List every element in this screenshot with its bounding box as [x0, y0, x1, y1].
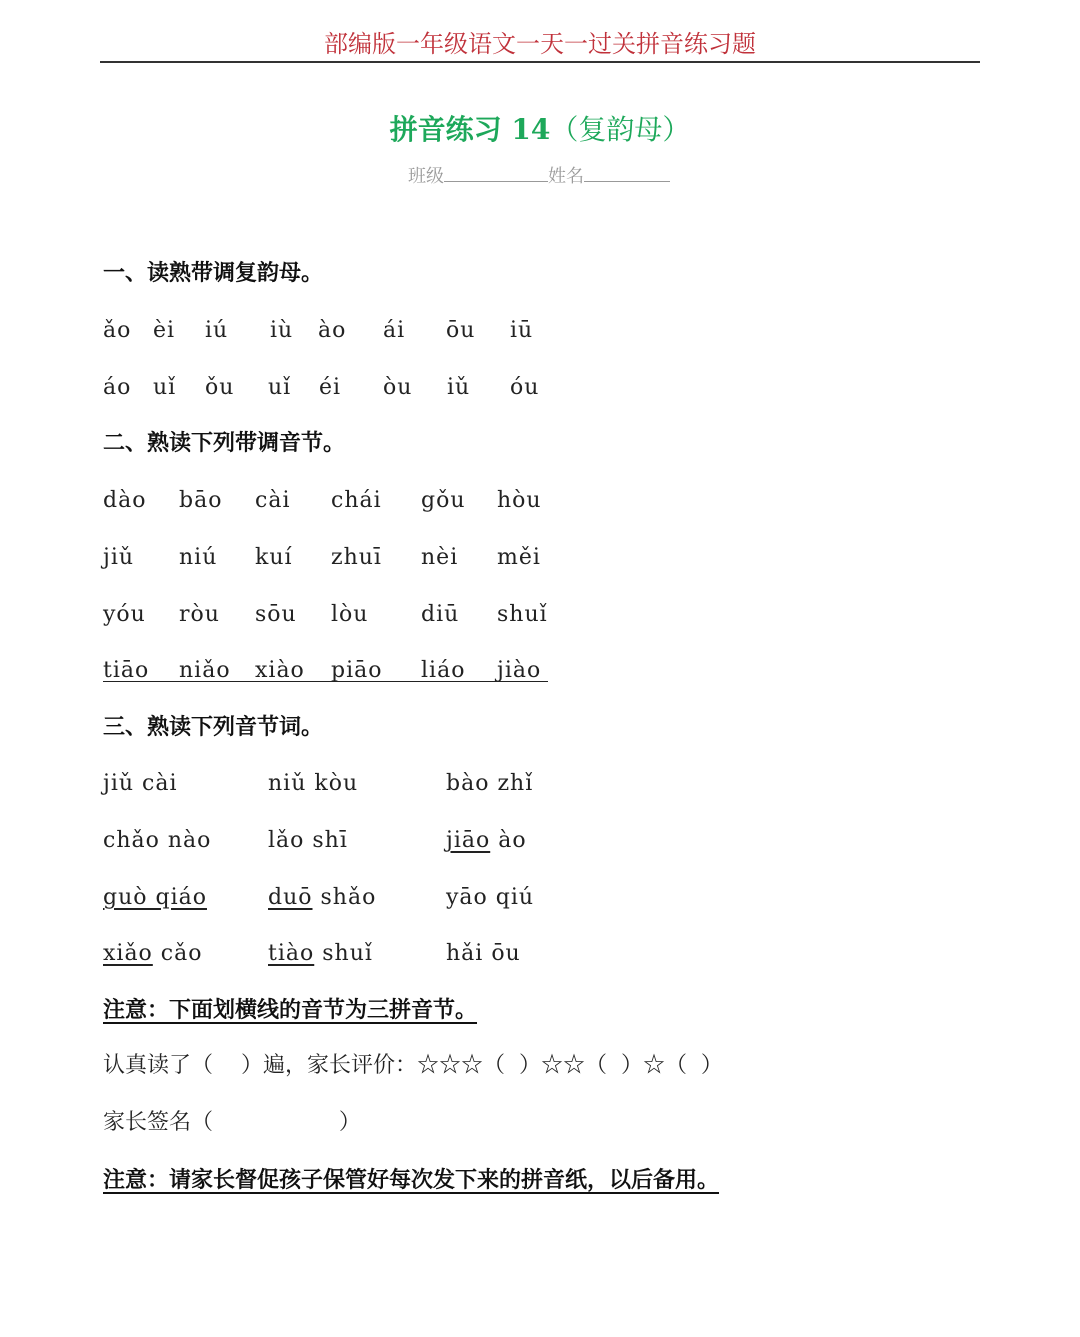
s2-r3-item: shuǐ: [497, 602, 548, 627]
s2-r1-item: hòu: [497, 488, 542, 513]
s2-r3-item: diū: [421, 602, 460, 627]
s3-underlined-syllable: duō: [268, 885, 313, 910]
s1-r1-item: ái: [383, 318, 406, 343]
class-label: 班级: [408, 166, 444, 187]
s2-r2-item: zhuī: [331, 545, 382, 570]
s1-r2-item: ǒu: [205, 375, 235, 400]
s1-r2-item: óu: [510, 375, 540, 400]
s3-word: [103, 940, 203, 968]
s2-r1-item: cài: [255, 488, 291, 513]
note-triple-syllable: 注意：下面划横线的音节为三拼音节。: [103, 997, 478, 1023]
student-info: [408, 163, 670, 189]
s1-r1-item: iù: [270, 318, 294, 343]
s2-r1-item: bāo: [179, 488, 223, 513]
s3-underlined-syllable: tiào: [268, 941, 315, 966]
parent-signature-line: 家长签名（ ）: [103, 1110, 361, 1135]
section2-heading: 二、熟读下列带调音节。: [103, 430, 346, 456]
s1-r1-item: èi: [153, 318, 176, 343]
worksheet-title: [0, 110, 1080, 150]
s2-r1-item: dào: [103, 488, 147, 513]
s2-r2-item: jiǔ: [103, 545, 135, 570]
s2-r2-item: kuí: [255, 545, 293, 570]
class-blank: [444, 163, 548, 182]
s3-syllable: cǎo: [152, 941, 203, 966]
s3-word: hǎi ōu: [446, 941, 521, 966]
header-title: 部编版一年级语文一天一过关拼音练习题: [324, 30, 756, 58]
s1-r1-item: ōu: [446, 318, 476, 343]
s3-underlined-syllable: guò qiáo: [103, 885, 207, 910]
s1-r1-item: ào: [318, 318, 347, 343]
s2-r1-item: gǒu: [421, 488, 466, 513]
s1-r2-item: uǐ: [268, 375, 292, 400]
s1-r1-item: iú: [205, 318, 229, 343]
s3-syllable: shuǐ: [314, 941, 373, 966]
s3-word: [103, 884, 207, 912]
s3-underlined-syllable: xiǎo: [103, 941, 153, 966]
s1-r2-item: áo: [103, 375, 132, 400]
s3-syllable: shǎo: [312, 885, 377, 910]
name-label: 姓名: [548, 166, 584, 187]
s2-r4-item: piāo: [331, 658, 383, 683]
s2-r3-item: sōu: [255, 602, 297, 627]
s2-r4-item: tiāo: [103, 658, 150, 683]
s1-r1-item: ǎo: [103, 318, 132, 343]
triple-syllable-underline: [103, 681, 548, 682]
s2-r2-item: měi: [497, 545, 541, 570]
note-parent-reminder: 注意：请家长督促孩子保管好每次发下来的拼音纸，以后备用。: [103, 1167, 720, 1193]
s1-r2-item: éi: [319, 375, 342, 400]
header-divider: [100, 61, 980, 63]
s3-syllable: ào: [490, 828, 527, 853]
s3-word: jiǔ cài: [103, 771, 178, 796]
s3-word: [446, 827, 527, 855]
s2-r3-item: lòu: [331, 602, 369, 627]
s1-r2-item: iǔ: [447, 375, 471, 400]
s2-r2-item: nèi: [421, 545, 459, 570]
section1-heading: 一、读熟带调复韵母。: [103, 260, 324, 286]
reading-count-line: 认真读了（ ）遍，家长评价：☆☆☆（ ）☆☆（ ）☆（ ）: [103, 1053, 723, 1078]
s2-r4-item: liáo: [421, 658, 466, 683]
name-blank: [584, 163, 670, 182]
s3-word: chǎo nào: [103, 828, 212, 853]
worksheet-title-main: 拼音练习 14: [389, 113, 551, 146]
s2-r3-item: yóu: [103, 602, 146, 627]
s3-word: lǎo shī: [268, 828, 348, 853]
s1-r1-item: iū: [510, 318, 534, 343]
s3-word: bào zhǐ: [446, 771, 534, 796]
s3-word: niǔ kòu: [268, 771, 359, 796]
s2-r3-item: ròu: [179, 602, 220, 627]
s3-word: [268, 940, 373, 968]
s3-word: [268, 884, 376, 912]
s3-underlined-syllable: jiāo: [446, 828, 491, 853]
s2-r4-item: jiào: [497, 658, 542, 683]
section3-heading: 三、熟读下列音节词。: [103, 714, 324, 740]
worksheet-title-sub: （复韵母）: [550, 113, 691, 146]
s2-r4-item: niǎo: [179, 658, 231, 683]
s1-r2-item: òu: [383, 375, 413, 400]
s3-word: yāo qiú: [446, 885, 535, 910]
s2-r1-item: chái: [331, 488, 382, 513]
s2-r2-item: niú: [179, 545, 218, 570]
s1-r2-item: uǐ: [153, 375, 177, 400]
s2-r4-item: xiào: [255, 658, 305, 683]
